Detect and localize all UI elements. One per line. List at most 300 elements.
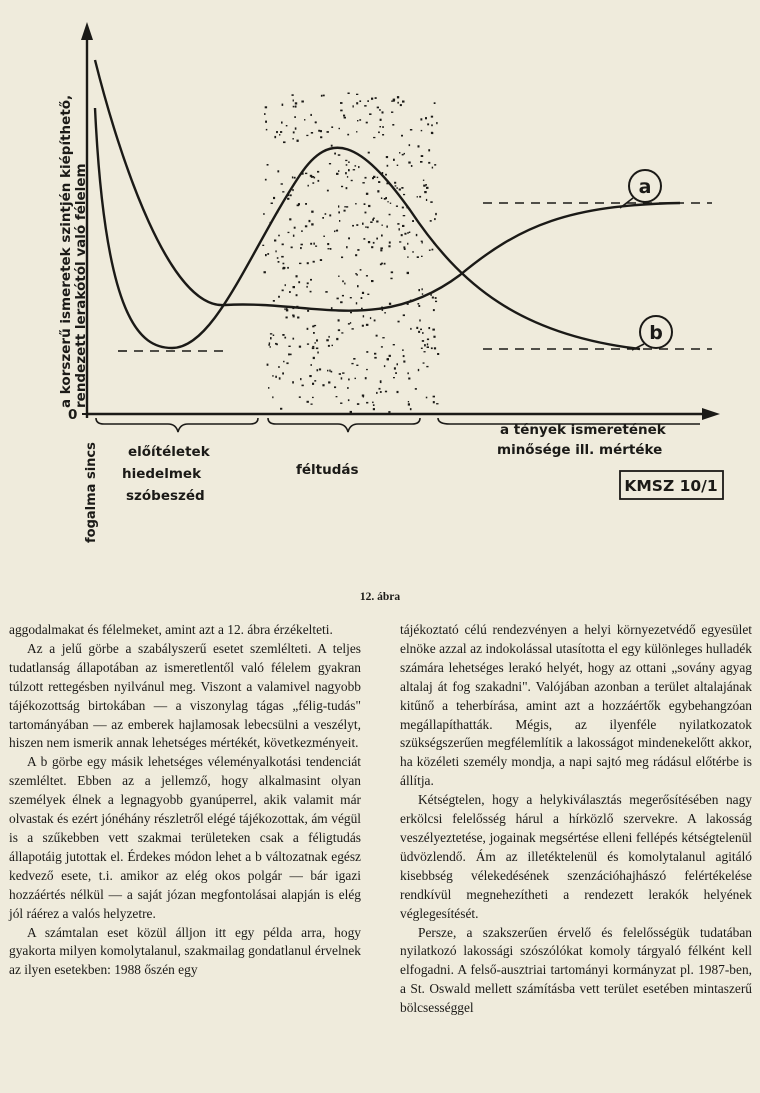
stipple-dot — [368, 241, 370, 243]
stipple-dot — [404, 248, 406, 250]
stipple-dot — [295, 106, 297, 108]
stipple-dot — [289, 291, 291, 293]
stipple-dot — [433, 396, 435, 398]
stipple-dot — [338, 319, 340, 321]
stipple-dot — [342, 280, 344, 282]
stipple-dot — [364, 203, 366, 205]
stipple-dot — [338, 205, 339, 207]
stipple-dot — [339, 220, 340, 222]
stipple-dot — [321, 95, 323, 97]
stipple-dot — [397, 165, 399, 166]
stipple-dot — [377, 177, 379, 178]
stipple-dot — [334, 153, 336, 155]
stipple-dot — [379, 109, 381, 111]
stipple-dot — [310, 279, 312, 281]
stipple-dot — [356, 131, 357, 132]
stipple-dot — [292, 381, 294, 383]
stipple-dot — [428, 149, 430, 151]
stipple-dot — [348, 399, 350, 401]
stipple-dot — [393, 344, 395, 345]
stipple-dot — [376, 392, 378, 394]
stipple-dot — [421, 241, 423, 242]
stipple-dot — [434, 102, 436, 104]
stipple-dot — [312, 383, 314, 385]
stipple-dot — [329, 214, 331, 216]
stipple-dot — [418, 305, 420, 307]
stipple-dot — [334, 231, 335, 233]
stipple-dot — [282, 290, 284, 292]
stipple-dot — [380, 119, 382, 121]
stipple-dot — [350, 322, 351, 324]
stipple-dot — [299, 263, 301, 264]
stipple-dot — [270, 337, 272, 339]
stipple-dot — [380, 249, 382, 251]
stipple-dot — [435, 297, 437, 299]
stipple-dot — [421, 130, 423, 131]
stipple-dot — [376, 221, 378, 223]
paragraph: Kétségtelen, hogy a helykiválasztás megerősítésében nagy erkölcsi felelősség hárul a hírközlő szervekre. A lakosság veszélyeztetése, jogainak megsértése elleni fellépés kétségtelenül üdvözlendő. Ám az illetéktelenül és komolytalanul agitáló kisebbség vélekedésének szenzációhajhászó felértékelése rendkívül megnehezítheti a rendezett lerakók helyének véglegesítését. — [400, 792, 752, 921]
stipple-dot — [285, 284, 286, 286]
stipple-dot — [403, 355, 405, 357]
label-prejudices: előítéletek — [128, 444, 210, 460]
stipple-dot — [426, 397, 428, 399]
figure-code: KMSZ 10/1 — [624, 477, 718, 495]
x-axis-label-line2: minősége ill. mértéke — [497, 442, 663, 458]
stipple-dot — [344, 210, 346, 212]
stipple-dot — [431, 124, 433, 126]
stipple-dot — [426, 366, 428, 367]
stipple-dot — [319, 368, 321, 370]
stipple-dot — [373, 137, 375, 138]
stipple-dot — [434, 218, 436, 220]
stipple-dot — [416, 234, 418, 236]
stipple-dot — [278, 296, 280, 298]
stipple-dot — [325, 213, 327, 215]
stipple-dot — [425, 117, 427, 119]
stipple-dot — [399, 189, 401, 191]
stipple-dot — [366, 122, 368, 124]
stipple-dot — [284, 337, 286, 339]
stipple-dot — [384, 263, 386, 265]
stipple-dot — [265, 121, 267, 123]
stipple-dot — [323, 95, 325, 97]
stipple-dot — [434, 164, 436, 166]
stipple-dot — [283, 267, 285, 269]
stipple-dot — [423, 185, 425, 187]
stipple-dot — [357, 120, 358, 121]
stipple-dot — [398, 321, 400, 323]
stipple-dot — [374, 357, 376, 359]
stipple-dot — [283, 263, 285, 265]
stipple-dot — [361, 297, 363, 299]
stipple-dot — [358, 166, 359, 168]
stipple-dot — [356, 365, 358, 366]
stipple-dot — [315, 122, 317, 124]
stipple-dot — [389, 242, 391, 244]
stipple-dot — [427, 343, 428, 345]
stipple-dot — [309, 220, 311, 222]
stipple-dot — [396, 187, 398, 189]
stipple-dot — [262, 245, 264, 246]
stipple-dot — [422, 340, 424, 342]
stipple-dot — [378, 181, 380, 183]
stipple-dot — [289, 218, 291, 220]
stipple-dot — [328, 248, 330, 249]
stipple-dot — [328, 381, 330, 383]
stipple-dot — [375, 97, 377, 99]
stipple-dot — [387, 358, 389, 360]
curve-a-marker — [620, 170, 661, 208]
stipple-dot — [410, 408, 412, 410]
stipple-dot — [422, 288, 423, 290]
stipple-dot — [355, 378, 357, 379]
stipple-dot — [329, 163, 331, 164]
stipple-dot — [401, 234, 403, 236]
stipple-dot — [366, 369, 368, 370]
stipple-dot — [410, 129, 412, 131]
stipple-dot — [404, 233, 406, 235]
stipple-dot — [390, 203, 391, 204]
stipple-dot — [298, 281, 300, 283]
stipple-dot — [337, 298, 339, 300]
stipple-dot — [431, 132, 433, 134]
stipple-dot — [279, 134, 280, 135]
stipple-dot — [293, 286, 296, 288]
stipple-dot — [356, 224, 358, 226]
stipple-dot — [352, 225, 354, 227]
stipple-dot — [310, 243, 312, 245]
stipple-dot — [378, 132, 380, 134]
stipple-dot — [341, 257, 343, 259]
stipple-dot — [396, 206, 398, 207]
stipple-dot — [436, 122, 437, 124]
stipple-dot — [373, 218, 375, 220]
stipple-dot — [307, 310, 309, 312]
stipple-dot — [365, 226, 366, 228]
stipple-dot — [362, 325, 364, 327]
stipple-dot — [295, 102, 297, 104]
stipple-dot — [393, 100, 395, 102]
stipple-dot — [402, 225, 404, 227]
left-group-labels — [122, 444, 211, 504]
stipple-dot — [419, 196, 421, 198]
stipple-dot — [307, 343, 309, 344]
stipple-dot — [304, 119, 305, 120]
stipple-dot — [306, 286, 307, 288]
stipple-dot — [348, 169, 350, 171]
zero-label: 0 — [68, 407, 78, 423]
stipple-dot — [377, 107, 379, 109]
stipple-dot — [326, 339, 329, 341]
stipple-dot — [347, 134, 349, 136]
stipple-dot — [397, 363, 399, 365]
stipple-dot — [286, 317, 288, 319]
stipple-dot — [267, 253, 269, 255]
stipple-dot — [357, 249, 359, 251]
stipple-dot — [286, 125, 288, 126]
stipple-dot — [339, 128, 341, 129]
stipple-dot — [292, 189, 293, 191]
stipple-dot — [407, 272, 409, 274]
stipple-dot — [266, 129, 268, 131]
stipple-dot — [410, 328, 411, 330]
stipple-dot — [341, 332, 343, 333]
stipple-dot — [397, 391, 399, 393]
stipple-dot — [340, 110, 342, 112]
stipple-dot — [315, 246, 317, 247]
axes — [81, 22, 720, 420]
stipple-dot — [314, 342, 316, 343]
stipple-dot — [399, 152, 400, 153]
stipple-dot — [331, 371, 333, 373]
stipple-dot — [421, 256, 423, 257]
stipple-dot — [336, 338, 338, 340]
stipple-dot — [302, 385, 304, 387]
stipple-dot — [432, 167, 433, 169]
stipple-dot — [364, 105, 366, 107]
stipple-dot — [407, 256, 408, 257]
stipple-dot — [373, 404, 375, 406]
stipple-dot — [363, 396, 364, 398]
paragraph: A számtalan eset közül álljon itt egy példa arra, hogy gyakorta milyen komolytalanul, szakmailag gondatlanul érvelnek az ilyen esetekben: 1988 őszén egy — [9, 924, 361, 978]
stipple-dot — [370, 317, 371, 319]
stipple-dot — [399, 241, 401, 242]
stipple-dot — [352, 328, 354, 329]
stipple-dot — [278, 261, 280, 263]
stipple-dot — [310, 114, 312, 116]
stipple-dot — [346, 206, 348, 207]
stipple-dot — [292, 94, 294, 96]
stipple-dot — [430, 201, 432, 203]
stipple-dot — [424, 191, 427, 193]
stipple-dot — [280, 408, 282, 410]
stipple-dot — [313, 332, 315, 334]
stipple-dot — [273, 197, 275, 199]
stipple-dot — [341, 186, 343, 187]
stipple-dot — [431, 347, 433, 349]
stipple-dot — [355, 165, 357, 166]
stipple-dot — [394, 182, 396, 184]
stipple-dot — [395, 185, 397, 186]
stipple-dot — [289, 354, 292, 356]
stipple-dot — [267, 364, 269, 366]
stipple-dot — [366, 275, 368, 276]
stipple-dot — [374, 353, 376, 355]
stipple-dot — [339, 373, 341, 375]
stipple-dot — [367, 227, 369, 229]
stipple-dot — [340, 102, 343, 104]
stipple-dot — [273, 335, 275, 337]
stipple-dot — [265, 179, 267, 181]
paragraph: Az a jelű görbe a szabályszerű esetet szemlélteti. A teljes tudatlanság állapotában az ismeretlentől való félelem gyakran túlzott rettegésben nyilvánul meg. Viszont a valamivel nagyobb tájékozottság birtokában — a viszonylag tágas „félig-tudás" tartományában — az emberek hajlamosak lebecsülni a veszélyt, hiszen nem ismerik annak lehetséges mértékét, következményeit. — [9, 640, 361, 751]
stipple-dot — [340, 301, 343, 303]
curve-a-label: a — [638, 176, 652, 198]
stipple-dot — [418, 303, 420, 305]
stipple-dot — [433, 309, 435, 311]
stipple-dot — [344, 283, 345, 285]
stipple-dot — [293, 131, 295, 133]
stipple-dot — [316, 348, 318, 350]
y-axis-label-line1: a korszerű ismeretek szintjén kiépíthető, — [58, 94, 74, 408]
stipple-dot — [342, 295, 344, 297]
stipple-dot — [277, 170, 279, 172]
stipple-dot — [391, 101, 393, 102]
stipple-dot — [348, 379, 350, 381]
stipple-dot — [292, 176, 293, 178]
stipple-dot — [348, 162, 350, 163]
stipple-dot — [393, 377, 395, 378]
stipple-dot — [314, 177, 316, 179]
stipple-dot — [307, 328, 309, 330]
stipple-dot — [426, 187, 429, 189]
stipple-dot — [323, 236, 325, 237]
label-rumour: szóbeszéd — [126, 488, 205, 504]
stipple-dot — [322, 217, 324, 219]
stipple-dot — [403, 215, 406, 216]
stipple-dot — [373, 408, 375, 410]
stipple-dot — [361, 308, 363, 309]
stipple-dot — [336, 173, 339, 175]
stipple-dot — [271, 203, 273, 205]
stipple-dot — [300, 378, 301, 380]
stipple-dot — [345, 160, 347, 161]
stipple-dot — [397, 223, 399, 225]
stipple-dot — [280, 131, 282, 133]
stipple-dot — [373, 242, 375, 244]
stipple-dot — [287, 267, 289, 269]
stipple-dot — [415, 388, 417, 390]
stipple-dot — [381, 263, 383, 265]
stipple-dot — [264, 113, 265, 115]
figure-caption: 12. ábra — [359, 591, 401, 603]
stipple-dot — [401, 187, 403, 189]
stipple-dot — [432, 249, 434, 251]
stipple-dot — [428, 327, 430, 329]
stipple-dot — [346, 164, 348, 166]
stipple-dot — [283, 141, 286, 143]
stipple-dot — [371, 98, 373, 100]
stipple-dot — [399, 228, 400, 230]
stipple-dot — [427, 123, 429, 125]
stipple-dot — [365, 377, 367, 379]
stipple-dot — [366, 193, 368, 195]
stipple-dot — [295, 127, 297, 129]
stipple-dot — [265, 106, 267, 108]
curve-b-label: b — [649, 322, 663, 344]
stipple-dot — [424, 344, 426, 346]
stipple-dot — [338, 154, 341, 156]
stipple-dot — [309, 375, 311, 377]
stipple-dot — [387, 165, 389, 167]
stipple-dot — [386, 226, 388, 228]
stipple-dot — [328, 336, 329, 338]
stipple-dot — [317, 352, 319, 354]
stipple-dot — [418, 331, 420, 333]
stipple-dot — [412, 220, 414, 222]
stipple-dot — [367, 294, 369, 295]
stipple-dot — [353, 105, 354, 107]
stipple-dot — [281, 122, 283, 124]
stipple-dot — [310, 291, 312, 293]
stipple-dot — [284, 308, 285, 310]
stipple-dot — [389, 303, 391, 305]
paragraph: Persze, a szakszerűen érvelő és felelősségük tudatában nyilatkozó lakossági szószólókat komoly tárgyaló félként kell elfogadni. A felső-ausztriai tartományi kormányzat pl. 1987-ben, a St. Oswald mellett számításba vett terület esetében mintaszerű bölcsességgel — [400, 924, 752, 1016]
stipple-dot — [391, 112, 393, 113]
stipple-dot — [384, 198, 386, 200]
stipple-dot — [350, 312, 352, 314]
stipple-dot — [348, 93, 350, 95]
stipple-dot — [331, 126, 333, 128]
stipple-dot — [306, 135, 308, 136]
no-idea-label: fogalma sincs — [84, 442, 99, 543]
y-axis-label-line2: rendezett lerakótól való félelem — [73, 163, 89, 408]
stipple-dot — [384, 312, 386, 313]
stipple-dot — [351, 180, 353, 181]
stipple-dot — [435, 213, 437, 215]
stipple-dot — [342, 372, 344, 373]
stipple-dot — [346, 246, 348, 248]
stipple-dot — [293, 106, 295, 108]
stipple-dot — [402, 101, 405, 103]
stipple-dot — [356, 102, 358, 104]
stipple-dot — [313, 243, 315, 245]
half-knowledge-stipple — [262, 93, 439, 415]
stipple-dot — [423, 180, 424, 181]
stipple-dot — [312, 326, 314, 328]
stipple-dot — [274, 240, 276, 242]
stipple-dot — [327, 131, 329, 133]
stipple-dot — [424, 351, 426, 352]
stipple-dot — [407, 372, 409, 374]
stipple-dot — [371, 280, 374, 282]
stipple-dot — [347, 176, 348, 178]
stipple-dot — [416, 327, 418, 329]
stipple-dot — [350, 411, 352, 413]
stipple-dot — [431, 116, 433, 118]
stipple-dot — [356, 94, 358, 95]
curve-b — [95, 108, 640, 349]
stipple-dot — [382, 111, 384, 113]
stipple-dot — [287, 198, 289, 200]
stipple-dot — [311, 364, 312, 366]
stipple-dot — [275, 376, 277, 378]
stipple-dot — [393, 159, 395, 161]
stipple-dot — [409, 144, 411, 146]
stipple-dot — [345, 172, 347, 174]
stipple-dot — [357, 403, 359, 405]
stipple-dot — [336, 230, 337, 231]
stipple-dot — [418, 369, 419, 371]
stipple-dot — [298, 203, 300, 205]
stipple-dot — [328, 345, 330, 347]
stipple-dot — [408, 378, 410, 380]
stipple-dot — [281, 183, 283, 184]
stipple-dot — [293, 235, 295, 237]
stipple-dot — [366, 324, 369, 326]
stipple-dot — [385, 174, 387, 176]
stipple-dot — [331, 145, 333, 147]
stipple-dot — [338, 329, 340, 331]
stipple-dot — [325, 291, 327, 293]
stipple-dot — [263, 213, 265, 214]
stipple-dot — [407, 232, 409, 234]
stipple-dot — [273, 300, 275, 302]
stipple-dot — [356, 302, 357, 304]
stipple-dot — [353, 169, 355, 170]
stipple-dot — [408, 403, 410, 405]
stipple-dot — [389, 355, 391, 357]
stipple-dot — [402, 207, 404, 209]
